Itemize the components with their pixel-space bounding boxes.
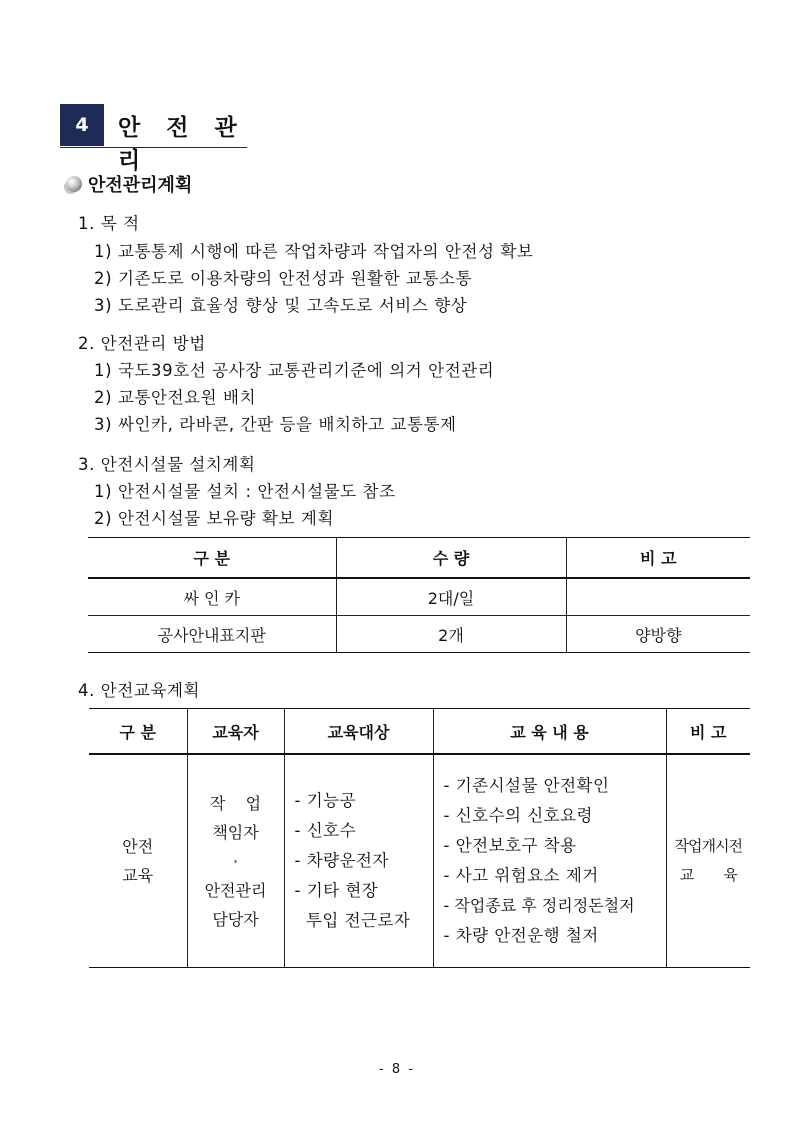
header-cell: 비 고	[666, 709, 750, 755]
section-number: 4	[60, 104, 104, 146]
category-cell	[89, 754, 187, 968]
table-cell: 2대/일	[336, 578, 566, 616]
item-sub: 2) 기존도로 이용차량의 안전성과 원활한 교통소통	[94, 269, 473, 288]
item-sub: 1) 안전시설물 설치 : 안전시설물도 참조	[94, 482, 396, 501]
list-item: - 작업종료 후 정리정돈철저	[443, 896, 635, 915]
list-item: - 사고 위험요소 제거	[443, 866, 599, 885]
table-header-row	[88, 538, 750, 579]
list-item: - 기능공	[294, 791, 357, 810]
item-heading-method: 2. 안전관리 방법	[78, 334, 206, 353]
cell-line: 담당자	[212, 909, 259, 929]
list-item: - 기타 현장	[294, 881, 379, 900]
item-sub: 3) 싸인카, 라바콘, 간판 등을 배치하고 교통통제	[94, 415, 457, 434]
list-item: - 차량 안전운행 철저	[443, 926, 599, 945]
table-row	[88, 578, 750, 616]
list-item: - 신호수	[294, 821, 357, 840]
sphere-bullet-icon	[66, 176, 82, 192]
section-title: 안 전 관 리	[118, 115, 246, 174]
educator-cell	[187, 754, 284, 968]
table-cell: 양방향	[566, 616, 750, 653]
item-heading-facilities: 3. 안전시설물 설치계획	[78, 455, 256, 474]
equipment-table	[88, 537, 750, 653]
table-cell: 싸 인 카	[88, 578, 336, 616]
header-cell: 교육대상	[284, 709, 433, 755]
item-sub: 1) 국도39호선 공사장 교통관리기준에 의거 안전관리	[94, 361, 495, 380]
list-item: 투입 전근로자	[294, 911, 411, 930]
item-sub: 3) 도로관리 효율성 향상 및 고속도로 서비스 향상	[94, 296, 468, 315]
note-cell	[666, 754, 750, 968]
cell-line: 작업개시전	[674, 837, 742, 855]
cell-line: 작 업	[209, 793, 262, 813]
subheading-text: 안전관리계획	[88, 175, 193, 196]
item-heading-education: 4. 안전교육계획	[78, 681, 201, 700]
header-cell: 수 량	[336, 538, 566, 579]
page-number: - 8 -	[379, 1062, 415, 1077]
cell-line: 교 육	[679, 866, 737, 884]
section-heading	[60, 104, 247, 174]
list-item: - 차량운전자	[294, 851, 389, 870]
list-item: - 신호수의 신호요령	[443, 806, 593, 825]
item-sub: 2) 교통안전요원 배치	[94, 388, 257, 407]
item-heading-purpose: 1. 목 적	[78, 214, 140, 233]
table-cell: 공사안내표지판	[88, 616, 336, 653]
list-item: - 안전보호구 착용	[443, 836, 577, 855]
targets-cell	[284, 754, 433, 968]
cell-line: ·	[232, 851, 239, 871]
table-row	[89, 754, 750, 968]
cell-line: 안전관리	[204, 880, 267, 900]
header-cell: 교 육 내 용	[433, 709, 666, 755]
cell-line: 책임자	[212, 822, 259, 842]
header-cell: 교육자	[187, 709, 284, 755]
list-item: - 기존시설물 안전확인	[443, 776, 610, 795]
header-cell: 비 고	[566, 538, 750, 579]
education-table	[89, 708, 750, 968]
table-header-row	[89, 709, 750, 755]
header-cell: 구 분	[88, 538, 336, 579]
table-cell: 2개	[336, 616, 566, 653]
item-sub: 2) 안전시설물 보유량 확보 계획	[94, 509, 334, 528]
cell-line: 안전	[122, 837, 154, 856]
header-cell: 구 분	[89, 709, 187, 755]
subheading	[66, 171, 192, 197]
table-row	[88, 616, 750, 653]
contents-cell	[433, 754, 666, 968]
item-sub: 1) 교통통제 시행에 따른 작업차량과 작업자의 안전성 확보	[94, 242, 534, 261]
cell-line: 교육	[122, 866, 154, 885]
table-cell	[566, 578, 750, 616]
